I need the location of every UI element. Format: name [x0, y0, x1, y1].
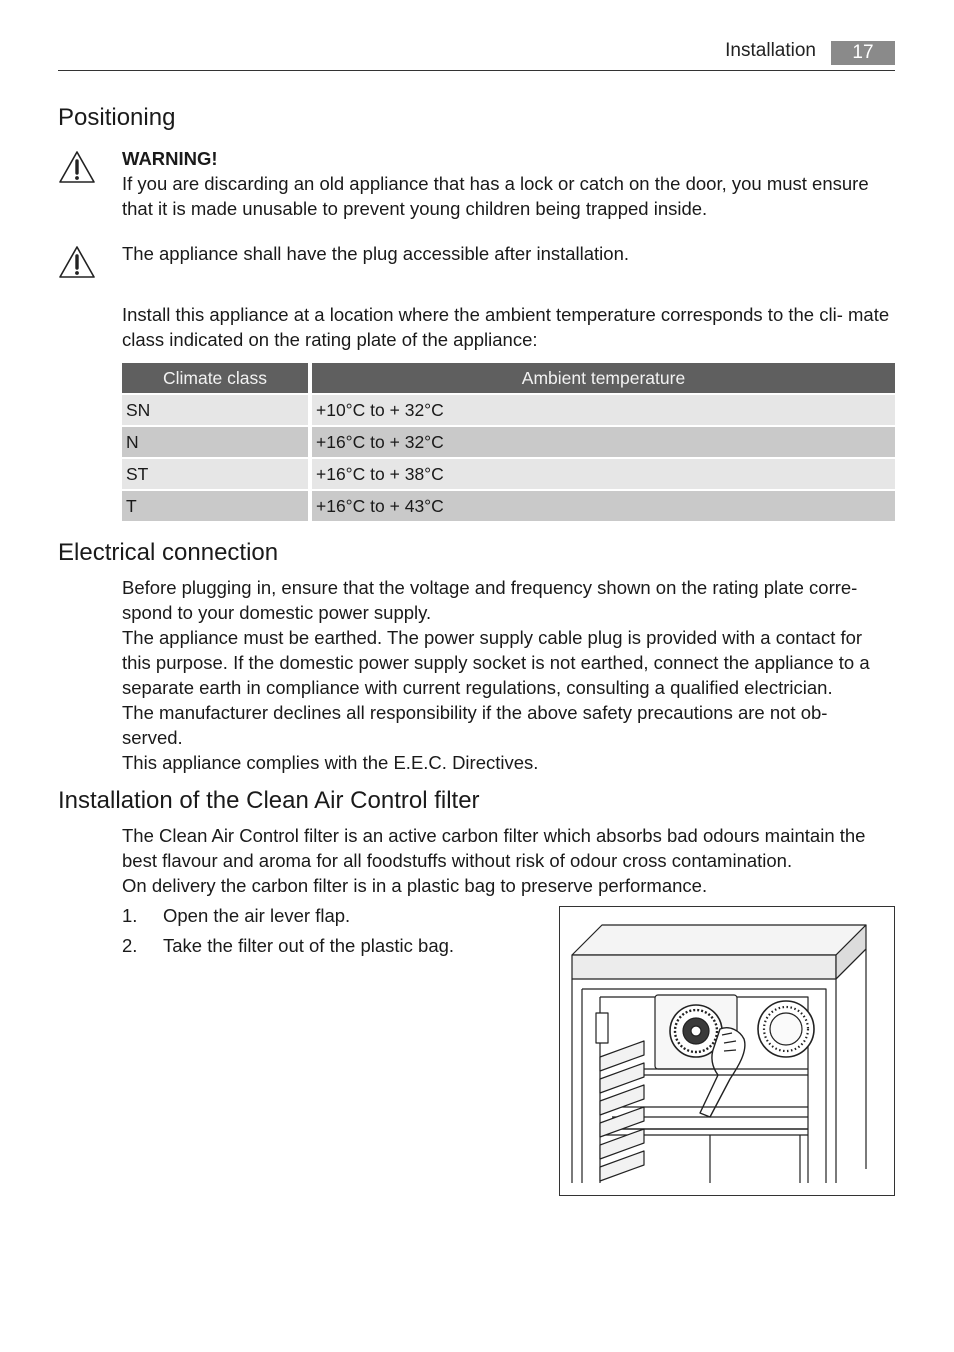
table-header-ambient-temperature: Ambient temperature	[312, 363, 895, 393]
fridge-interior-drawing	[560, 907, 894, 1195]
warning-title: WARNING!	[122, 148, 218, 169]
temperature-cell: +10°C to + 32°C	[312, 395, 895, 425]
header-rule	[58, 70, 895, 71]
warning-text: If you are discarding an old appliance that has a lock or catch on the door, you must ensure that it is made unusable to prevent young children being trapped inside.	[122, 173, 869, 219]
step-text: Open the air lever flap.	[163, 905, 351, 926]
table-row	[122, 459, 895, 489]
climate-class-cell: SN	[122, 395, 312, 425]
table-header-climate-class: Climate class	[122, 363, 312, 393]
section-title-filter: Installation of the Clean Air Control filter	[58, 787, 480, 814]
fridge-filter-illustration	[559, 906, 895, 1196]
electrical-text: Before plugging in, ensure that the voltage and frequency shown on the rating plate corre- spond to your domestic power supply. The appliance must be earthed. The power supply cable plug is provided with a contact for this purpose. If the domestic power supply socket is not earthed, connect the appliance to a separate earth in compliance with current regulations, consulting a qualified electrician. The manufacturer declines all responsibility if the above safety precautions are not ob- served. This appliance complies with the E.E.C. Directives.	[122, 577, 870, 773]
climate-class-table	[122, 361, 895, 523]
table-row	[122, 395, 895, 425]
warning-triangle-icon	[58, 150, 96, 184]
step-number: 2.	[122, 935, 138, 956]
table-row	[122, 427, 895, 457]
temperature-cell: +16°C to + 43°C	[312, 491, 895, 521]
temperature-cell: +16°C to + 32°C	[312, 427, 895, 457]
table-row	[122, 491, 895, 521]
plug-note: The appliance shall have the plug accessible after installation.	[122, 243, 630, 264]
page-number: 17	[831, 41, 895, 65]
climate-class-cell: T	[122, 491, 312, 521]
climate-intro: Install this appliance at a location where the ambient temperature corresponds to the cli- mate class indicated on the rating plate of the appliance:	[122, 304, 890, 350]
step-text: Take the filter out of the plastic bag.	[163, 935, 455, 956]
filter-text: The Clean Air Control filter is an active carbon filter which absorbs bad odours maintain the best flavour and aroma for all foodstuffs without risk of odour cross contamination. On delivery the carbon filter is in a plastic bag to preserve performance.	[122, 825, 866, 896]
running-header-section: Installation	[725, 40, 816, 61]
section-title-electrical: Electrical connection	[58, 539, 279, 566]
temperature-cell: +16°C to + 38°C	[312, 459, 895, 489]
caution-triangle-icon	[58, 245, 96, 279]
climate-class-cell: ST	[122, 459, 312, 489]
step-number: 1.	[122, 905, 138, 926]
climate-class-cell: N	[122, 427, 312, 457]
warning-block	[122, 146, 897, 221]
section-title-positioning: Positioning	[58, 104, 176, 131]
